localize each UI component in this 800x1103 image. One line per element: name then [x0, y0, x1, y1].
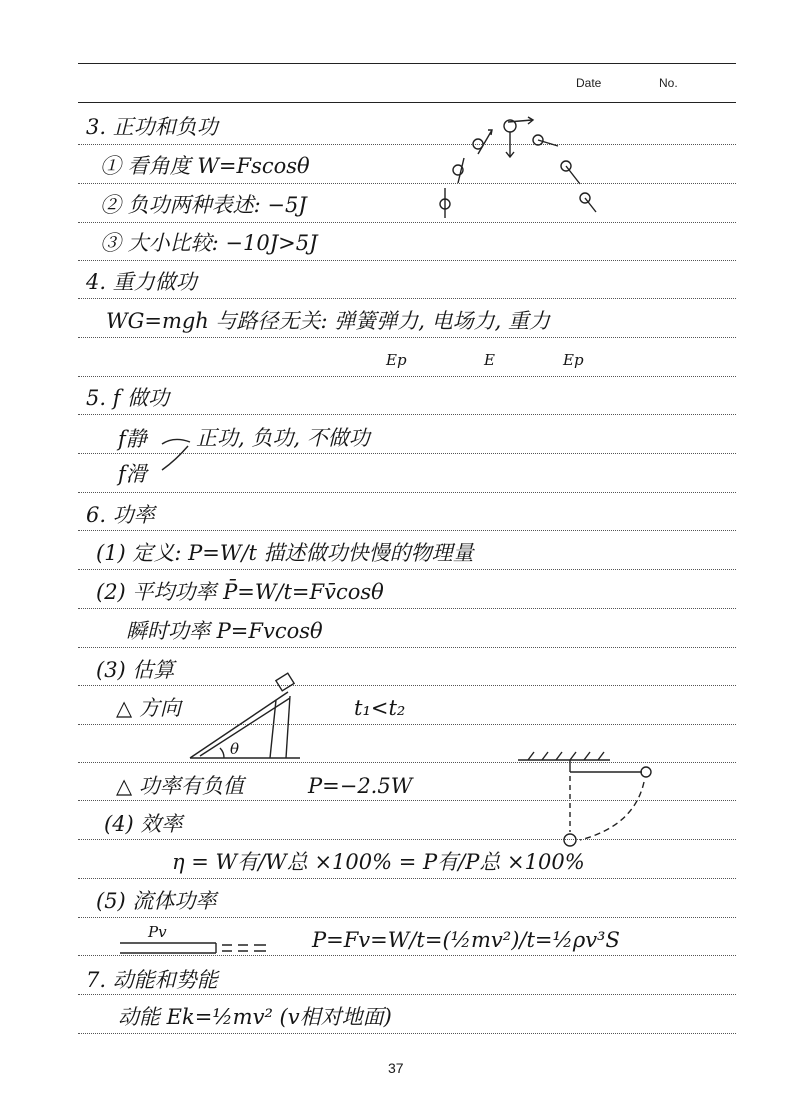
fluid-power-label: (5) 流体功率 — [96, 889, 217, 913]
fluid-pv-label: Pv — [148, 923, 167, 941]
ruled-line — [78, 222, 736, 223]
fluid-power-formula: P=Fv=W/t=(½mv²)/t=½ρv³S — [312, 928, 620, 952]
number-label: No. — [659, 76, 678, 90]
estimation-label: (3) 估算 — [96, 658, 175, 682]
ruled-line — [78, 569, 736, 570]
section-3-item-2: ② 负功两种表述: −5J — [100, 193, 307, 217]
efficiency-label: (4) 效率 — [104, 812, 183, 836]
ruled-line — [78, 414, 736, 415]
projectile-velocity-diagram — [430, 108, 610, 228]
ruled-line — [78, 183, 736, 184]
time-comparison: t₁<t₂ — [354, 696, 406, 720]
date-label: Date — [576, 76, 602, 90]
direction-label: △ 方向 — [116, 696, 181, 720]
ruled-line — [78, 994, 736, 995]
negative-power-value: P=−2.5W — [308, 774, 413, 798]
ruled-line — [78, 337, 736, 338]
friction-work-result: 正功, 负功, 不做功 — [196, 426, 370, 450]
negative-power-label: △ 功率有负值 — [116, 774, 244, 798]
kinetic-energy-line: 动能 Ek=½mv² (v相对地面) — [118, 1005, 392, 1029]
ruled-line — [78, 1033, 736, 1034]
gravity-work-line: WG=mgh 与路径无关: 弹簧弹力, 电场力, 重力 — [106, 309, 550, 333]
section-5-title: 5. f 做功 — [86, 386, 170, 410]
ruled-line — [78, 878, 736, 879]
kinetic-friction-label: f滑 — [118, 462, 147, 486]
ruled-line — [78, 260, 736, 261]
ruled-line — [78, 298, 736, 299]
gravity-energy-label: Ep — [563, 351, 584, 369]
ruled-line — [78, 144, 736, 145]
header-rule — [78, 102, 736, 103]
power-definition: (1) 定义: P=W/t 描述做功快慢的物理量 — [96, 541, 474, 565]
friction-bracket — [160, 430, 200, 480]
section-7-title: 7. 动能和势能 — [86, 968, 218, 992]
section-4-title: 4. 重力做功 — [86, 270, 197, 294]
ruled-line — [78, 724, 736, 725]
ruled-line — [78, 608, 736, 609]
fluid-pipe-diagram — [120, 940, 280, 956]
ruled-line — [78, 376, 736, 377]
section-3-item-3: ③ 大小比较: −10J>5J — [100, 231, 318, 255]
ruled-line — [78, 530, 736, 531]
section-6-title: 6. 功率 — [86, 503, 155, 527]
ruled-line — [78, 685, 736, 686]
spring-energy-label: Ep — [386, 351, 407, 369]
ruled-line — [78, 492, 736, 493]
section-3-title: 3. 正功和负功 — [86, 115, 218, 139]
top-rule — [78, 63, 736, 64]
efficiency-formula: η = W有/W总 ×100% = P有/P总 ×100% — [172, 850, 585, 874]
instant-power: 瞬时功率 P=Fvcosθ — [126, 619, 323, 643]
field-energy-label: E — [484, 351, 495, 369]
incline-diagram — [190, 674, 310, 764]
average-power: (2) 平均功率 P̄=W/t=Fv̄cosθ — [96, 580, 384, 604]
pendulum-diagram — [518, 752, 668, 862]
page-number: 37 — [388, 1060, 404, 1076]
section-3-item-1: ① 看角度 W=Fscosθ — [100, 154, 310, 178]
ruled-line — [78, 917, 736, 918]
ruled-line — [78, 647, 736, 648]
incline-angle-label: θ — [230, 740, 240, 758]
static-friction-label: f静 — [118, 427, 147, 451]
